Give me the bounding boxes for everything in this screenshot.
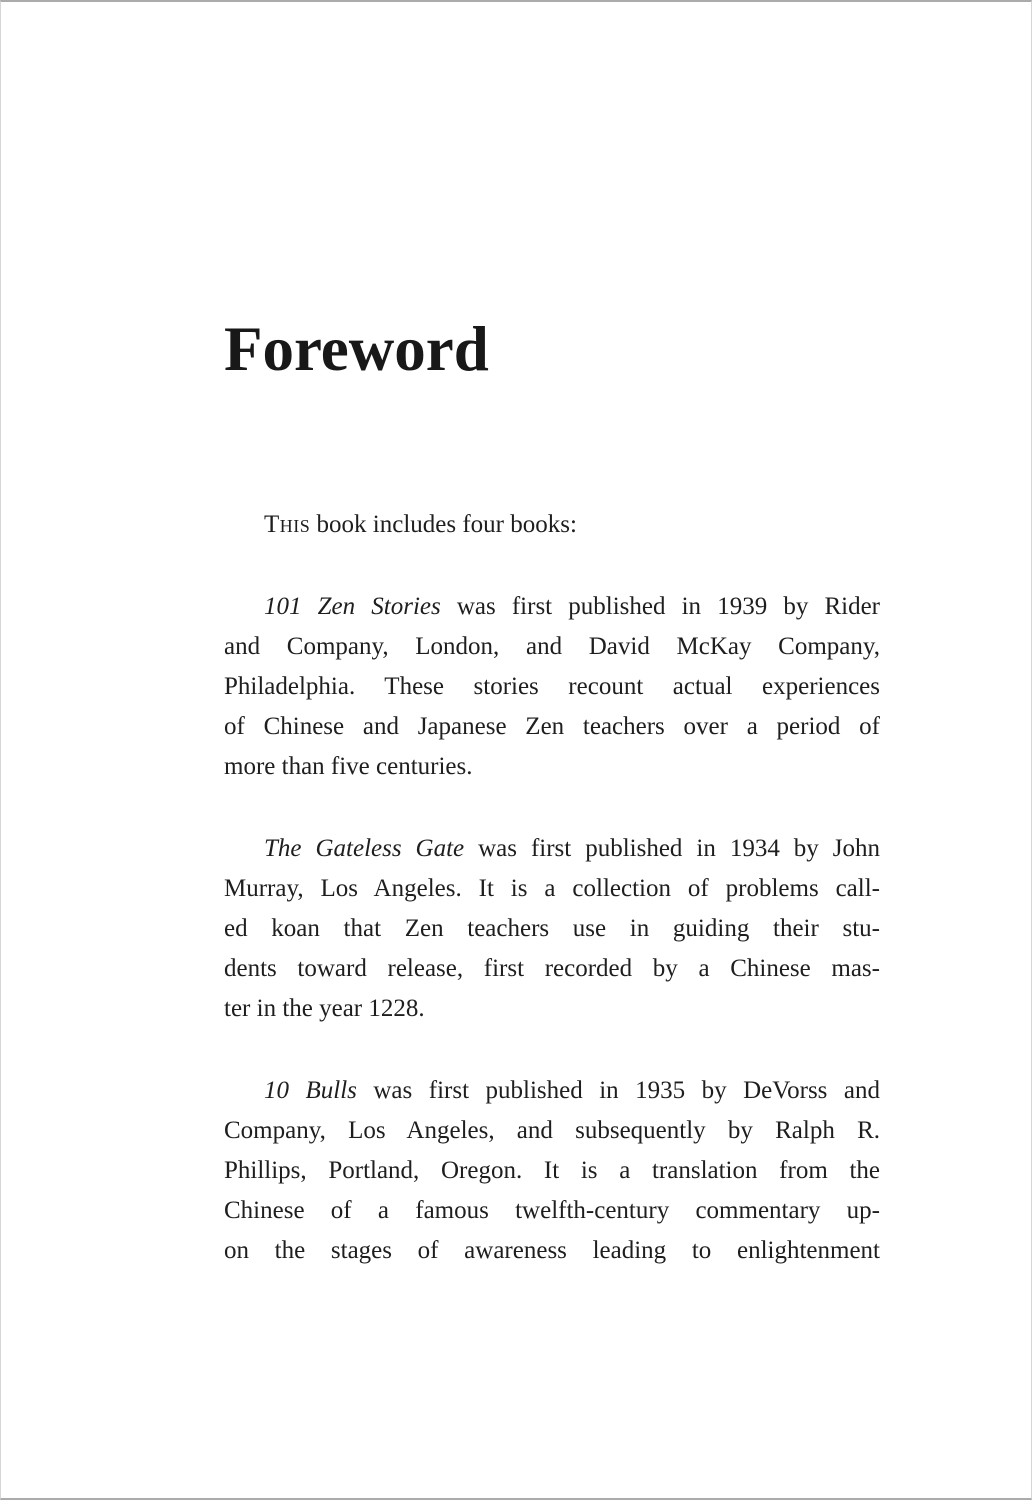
paragraph (224, 829, 880, 1029)
paragraph (224, 505, 880, 545)
paragraph (224, 1071, 880, 1271)
text-segment: book includes four books: (310, 511, 577, 538)
text-segment: ter in the year 1228. (224, 995, 425, 1022)
text-line (224, 869, 880, 909)
text-line (224, 1071, 880, 1111)
text-line (224, 505, 880, 545)
text-line (224, 667, 880, 707)
text-line (224, 1191, 880, 1231)
text-segment: Chinese of a famous twelfth-century commentary up- (224, 1197, 880, 1224)
text-line (224, 1111, 880, 1151)
text-segment: ed koan that Zen teachers use in guiding their stu- (224, 915, 880, 942)
text-line (224, 1231, 880, 1271)
text-line (224, 949, 880, 989)
text-segment-italic: 101 Zen Stories (264, 593, 441, 620)
text-segment: and Company, London, and David McKay Company, (224, 633, 880, 660)
text-segment: Phillips, Portland, Oregon. It is a translation from the (224, 1157, 880, 1184)
text-line (224, 909, 880, 949)
text-segment: dents toward release, first recorded by a Chinese mas- (224, 955, 880, 982)
text-line (224, 1151, 880, 1191)
text-line (224, 829, 880, 869)
text-segment-italic: 10 Bulls (264, 1077, 357, 1104)
text-segment: was first published in 1935 by DeVorss and (356, 1077, 880, 1104)
text-segment: Murray, Los Angeles. It is a collection of problems call- (224, 875, 880, 902)
text-line (224, 707, 880, 747)
text-segment: more than five centuries. (224, 753, 473, 780)
text-segment-smallcaps: This (264, 511, 311, 538)
text-segment-italic: The Gateless Gate (264, 835, 465, 862)
text-line (224, 747, 880, 787)
paragraph (224, 587, 880, 787)
text-segment: on the stages of awareness leading to enlightenment (224, 1237, 880, 1264)
page-title: Foreword (224, 314, 489, 384)
text-line (224, 587, 880, 627)
text-segment: of Chinese and Japanese Zen teachers over a period of (224, 713, 880, 740)
text-line (224, 627, 880, 667)
foreword-text (224, 505, 880, 1271)
text-segment: Company, Los Angeles, and subsequently by Ralph R. (224, 1117, 880, 1144)
text-segment: was first published in 1934 by John (464, 835, 880, 862)
text-segment: Philadelphia. These stories recount actual experiences (224, 673, 880, 700)
text-line (224, 989, 880, 1029)
text-segment: was first published in 1939 by Rider (440, 593, 880, 620)
